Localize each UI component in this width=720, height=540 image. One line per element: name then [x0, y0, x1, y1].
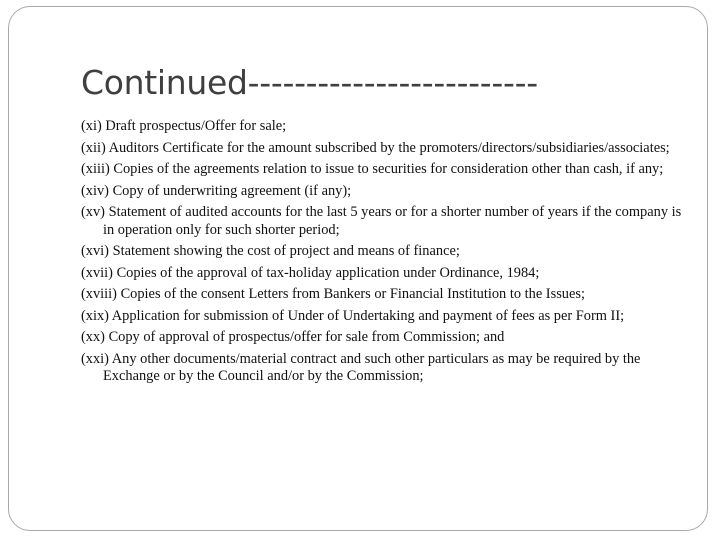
list-item: (xv) Statement of audited accounts for the last 5 years or for a shorter number of years if the company is in operation only for such shorter period;	[81, 204, 682, 238]
slide-frame	[8, 6, 708, 531]
list-item: (xxi) Any other documents/material contract and such other particulars as may be required by the Exchange or by the Council and/or by the Commission;	[81, 350, 641, 384]
list-item: (xviii) Copies of the consent Letters from Bankers or Financial Institution to the Issues;	[81, 286, 585, 302]
list-item: (xix) Application for submission of Under of Undertaking and payment of fees as per Form II;	[81, 307, 625, 324]
list-item: (xvii) Copies of the approval of tax-holiday application under Ordinance, 1984;	[81, 264, 540, 281]
list-item: (xiv) Copy of underwriting agreement (if any);	[81, 182, 352, 199]
list-item: (xvi) Statement showing the cost of project and means of finance;	[81, 243, 460, 259]
list-item: (xii) Auditors Certificate for the amount subscribed by the promoters/directors/subsidiaries/associates;	[81, 139, 670, 156]
document-list	[81, 118, 693, 390]
list-item: (xx) Copy of approval of prospectus/offer for sale from Commission; and	[81, 329, 505, 345]
list-item: (xi) Draft prospectus/Offer for sale;	[81, 118, 287, 134]
slide-title: Continued-------------------------	[81, 63, 538, 102]
list-item: (xiii) Copies of the agreements relation to issue to securities for consideration other than cash, if any;	[81, 161, 664, 177]
